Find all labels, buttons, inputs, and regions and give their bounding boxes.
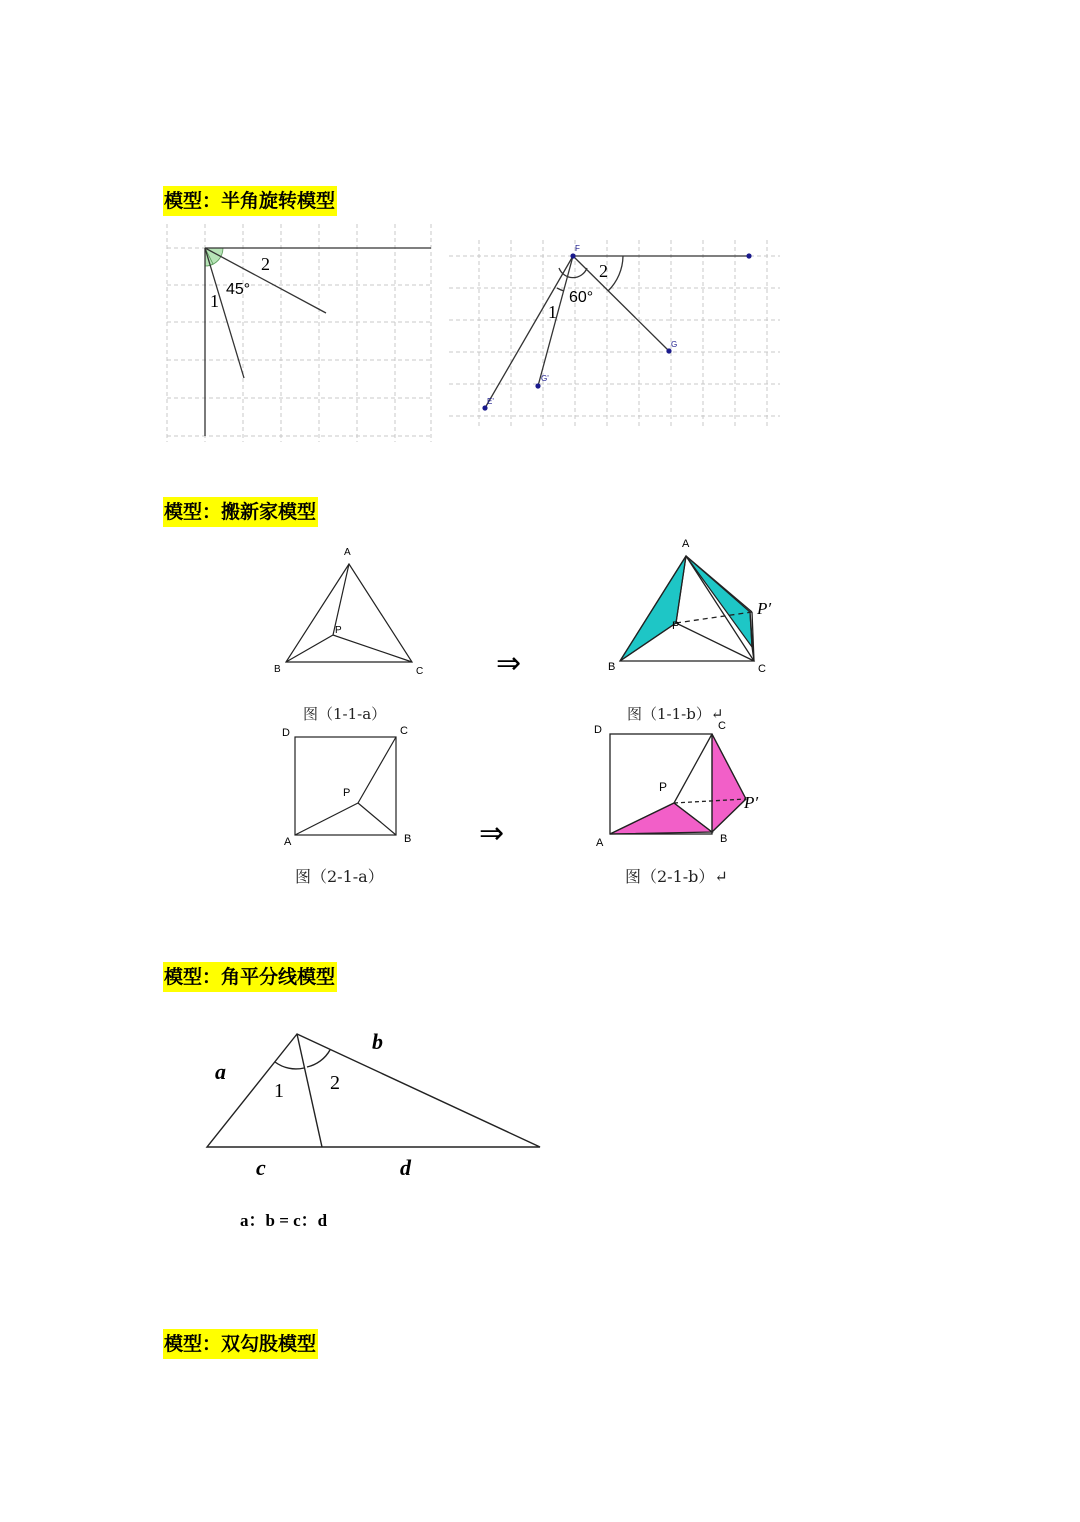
point-p-b: P [672,620,680,632]
caption-1-1-b: 图（1-1-b）↵ [627,705,724,723]
ratio-formula: a：b = c：d [240,1211,328,1230]
section-heading-double-pythagoras: 模型：双勾股模型 [163,1329,318,1359]
point-p: P [335,625,342,636]
vertex-b: B [274,664,281,675]
angle-1-label-right: 1 [548,302,557,322]
vertex-c-2b: C [718,720,726,732]
vertex-c-2a: C [400,725,408,737]
figure-1-1-a [270,540,430,680]
vertex-c: C [416,666,424,677]
point-g-label: G [671,340,678,349]
side-a: a [215,1059,226,1084]
angle-1: 1 [274,1080,284,1102]
implies-arrow-2: ⇒ [479,816,505,851]
vertex-a-b: A [682,538,690,550]
section-heading-moving-house: 模型：搬新家模型 [163,497,318,527]
half-angle-figure-60 [447,236,782,456]
point-p-prime: P′ [757,599,772,618]
angle-value-label-right: 60° [569,289,594,306]
angle-value-label: 45° [226,281,251,298]
segment-d: d [400,1155,411,1180]
vertex-b-2a: B [404,833,412,845]
vertex-d-2b: D [594,724,602,736]
vertex-b-b: B [608,661,616,673]
caption-2-1-b: 图（2-1-b）↵ [625,867,728,886]
vertex-c-b: C [758,663,766,675]
vertex-d-2a: D [282,727,290,739]
angle-bisector-figure [200,1020,550,1190]
vertex-a-2b: A [596,837,604,849]
angle-2-label-right: 2 [599,261,608,281]
caption-2-1-a: 图（2-1-a） [295,867,384,886]
angle-2: 2 [330,1072,340,1094]
half-angle-figure-45 [163,222,435,444]
vertex-a: A [344,547,351,558]
vertex-a-2a: A [284,836,292,848]
vertex-b-2b: B [720,833,728,845]
figure-2-1-a [276,718,426,853]
angle-1-label: 1 [210,291,219,311]
section-heading-half-angle: 模型：半角旋转模型 [163,186,337,216]
point-p-2a: P [343,787,351,799]
figure-1-1-b [600,532,790,682]
point-g-prime-label: G' [541,374,549,383]
point-f-label: F [575,244,580,253]
section-heading-angle-bisector: 模型：角平分线模型 [163,962,337,992]
point-e-prime-label: E' [487,397,494,406]
side-b: b [372,1029,383,1054]
figure-2-1-b [590,714,780,854]
implies-arrow-1: ⇒ [496,646,522,681]
point-p-2b: P [659,780,668,794]
caption-1-1-a: 图（1-1-a） [303,705,387,723]
segment-c: c [256,1155,266,1180]
point-p-prime-2b: P′ [744,793,759,812]
angle-2-label: 2 [261,254,270,274]
